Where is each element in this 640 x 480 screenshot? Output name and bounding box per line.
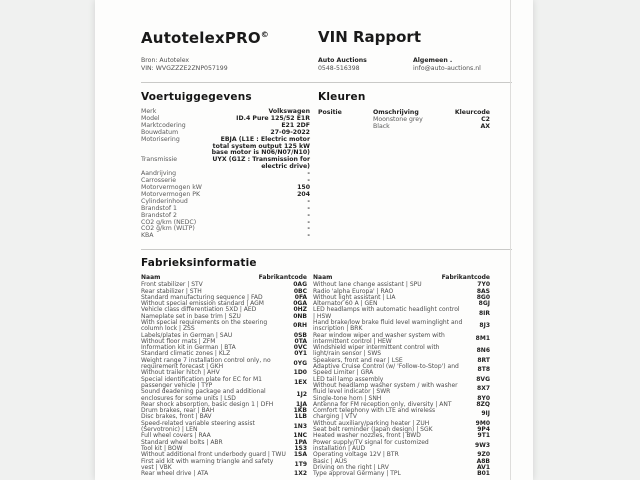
factory-option-code: 0GA (293, 300, 307, 308)
factory-option-name: Speed-related variable steering assist (Servotronic) | LEN (141, 419, 255, 434)
factory-option-code: 8AS (476, 287, 490, 295)
factory-option-name: Without additional front underbody guard | TWU (141, 451, 286, 459)
colors-section-title: Kleuren (318, 91, 366, 103)
factory-option-code: 1PA (294, 438, 307, 446)
general-label: Algemeen . (413, 57, 453, 64)
colors-table-body (318, 116, 490, 130)
factory-option-name: Rear window wiper and washer system with intermittent control | HEW (313, 331, 445, 345)
vehicle-row-label: Motorisering (141, 135, 180, 143)
vehicle-row-label: Motorvermogen PK (141, 190, 201, 198)
factory-option-code: B01 (477, 470, 490, 478)
vin-line: VIN: WVGZZZE2ZNP057199 (141, 65, 228, 72)
factory-option-name: Sound deadening package and additional enclosures for some units | LSD (141, 388, 266, 402)
color-row-code: AX (480, 123, 490, 130)
factory-option-name: Labels/plates in German | SAU (141, 331, 233, 339)
factory-option-code: 9Z0 (477, 451, 490, 459)
color-row (318, 123, 490, 130)
factory-section-title: Fabrieksinformatie (141, 257, 257, 270)
factory-option-code: 9W3 (475, 441, 490, 449)
factory-option-code: 7Y0 (477, 281, 490, 289)
factory-option-code: 1D0 (293, 369, 307, 377)
factory-option-code: 8RT (477, 356, 490, 364)
colors-header-position: Positie (318, 109, 342, 116)
factory-option-name: Without light assistant | LIA (313, 293, 396, 301)
factory-option-name: First aid kit with warning triangle and safety vest | VBK (141, 457, 274, 471)
factory-option-name: LED tail lamp assembly (313, 375, 384, 383)
general-email: info@auto-auctions.nl (413, 65, 481, 72)
vehicle-row-label: Aandrijving (141, 170, 177, 178)
factory-option-name: Without headlamp washer system / with washer fluid level indicator | SWR (313, 381, 458, 396)
factory-option-code: 0Y1 (294, 350, 307, 358)
color-row-position (318, 123, 373, 130)
factory-option-name: Without lane change assistant | SPU (313, 281, 422, 289)
vehicle-row-value: 27-09-2022 (270, 128, 310, 136)
factory-option-name: Nameplate set in base trim | SZU (141, 312, 241, 320)
factory-option-code: 1N3 (293, 422, 307, 430)
factory-row (313, 383, 490, 396)
factory-left-body (141, 282, 307, 477)
factory-option-code: A8B (476, 457, 490, 465)
factory-option-name: Front stabilizer | STV (141, 281, 203, 289)
factory-option-code: AV1 (476, 463, 490, 471)
factory-option-name: Standard manufacturing sequence | FAD (141, 293, 263, 301)
factory-row (141, 389, 307, 402)
report-page (95, 0, 533, 480)
vehicle-row-label: Brandstof 1 (141, 204, 177, 212)
factory-option-code: 1KB (293, 407, 307, 415)
factory-option-code: 8VG (476, 375, 490, 383)
color-row-code: C2 (481, 116, 490, 123)
factory-right-header (313, 274, 490, 281)
factory-option-code: 1LB (294, 413, 307, 421)
vehicle-row (141, 137, 310, 158)
dealer-name: Auto Auctions (318, 57, 367, 64)
factory-right-code-header: Fabrikantcode (441, 274, 490, 282)
dealer-phone: 0548-516398 (318, 65, 360, 72)
factory-option-code: 1X2 (294, 470, 307, 478)
factory-option-name: Drum brakes, rear | BAH (141, 407, 215, 415)
vehicle-section-title: Voertuiggegevens (141, 91, 252, 103)
factory-row (313, 320, 490, 333)
vehicle-row-value: EBJA (L1E : Electric motor total system output 125 kW base motor is N06/N07/N10) (211, 135, 310, 157)
vehicle-row-label: Motorvermogen kW (141, 183, 202, 191)
vehicle-row-value: 150 (297, 183, 310, 191)
factory-option-name: Rear shock absorption, basic design 1 | DFH (141, 400, 274, 408)
factory-option-name: Standard wheel bolts | ABR (141, 438, 223, 446)
factory-option-name: Basic | AUS (313, 457, 348, 465)
brand-block (141, 28, 318, 47)
factory-left-name-header: Naam (141, 274, 161, 282)
factory-option-code: 8ZQ (476, 400, 490, 408)
factory-option-name: Vehicle class differentiation 5XD | AED (141, 306, 257, 314)
factory-option-name: Single-tone horn | SNH (313, 394, 382, 402)
vehicle-row-value: - (307, 197, 310, 205)
factory-option-name: Rear wheel drive | ATA (141, 470, 209, 478)
factory-option-name: Information kit in German | BTA (141, 344, 236, 352)
factory-option-name: Heated washer nozzles, front | BWD (313, 432, 421, 440)
factory-option-name: Adaptive Cruise Control (w/ 'Follow-to-Stop') and Speed Limiter | GRA (313, 363, 459, 377)
factory-option-code: 0AG (293, 281, 307, 289)
factory-option-code: 8M1 (475, 334, 490, 342)
vehicle-row-label: Merk (141, 108, 157, 115)
factory-option-name: Radio 'alpha Europa' | RAO (313, 287, 394, 295)
vehicle-row-label: Carrosserie (141, 177, 177, 185)
color-row (318, 116, 490, 123)
vehicle-row-value: - (307, 170, 310, 178)
factory-option-code: 0NB (293, 312, 307, 320)
vehicle-row-label: Model (141, 114, 160, 122)
factory-option-name: Windshield wiper intermittent control with light/rain sensor | SWS (313, 344, 440, 358)
factory-option-name: Alternator 60 A | GEN (313, 300, 378, 308)
factory-option-name: With special requirements on the steering column lock | ZSS (141, 319, 268, 333)
vehicle-row-value: UYX (G1Z : Transmission for electric drive) (212, 156, 310, 171)
factory-option-code: 8GJ (478, 300, 490, 308)
factory-option-name: Weight range 7 installation control only, no requirement forecast | GKH (141, 356, 271, 371)
vehicle-row-value: - (307, 218, 310, 226)
colors-table (318, 109, 490, 130)
vehicle-row-label: Marktcodering (141, 121, 186, 129)
vehicle-row-label: Brandstof 2 (141, 211, 177, 219)
scan-fold-line (510, 0, 511, 480)
factory-option-name: Standard climatic zones | KLZ (141, 350, 231, 358)
factory-option-code: 1S3 (294, 444, 307, 452)
factory-option-name: Seat belt reminder (Japan design) | SGK (313, 426, 433, 434)
factory-option-code: 9P4 (477, 426, 490, 434)
factory-section (141, 257, 512, 477)
factory-option-code: 8N6 (476, 347, 490, 355)
factory-option-code: 0FA (294, 293, 307, 301)
factory-columns (141, 274, 512, 477)
colors-header-description: Omschrijving (373, 109, 419, 116)
factory-option-code: 8T8 (477, 366, 490, 374)
factory-option-name: LED headlamps with automatic headlight control | HSW (313, 306, 460, 320)
report-header (141, 28, 512, 47)
factory-option-name: Without special emission standard | AGM (141, 300, 264, 308)
factory-option-code: 9M0 (475, 419, 490, 427)
vehicle-table (141, 109, 310, 240)
vehicle-row-value: ID.4 Pure 125/52 E1R (236, 114, 310, 122)
factory-left-code-header: Fabrikantcode (258, 274, 307, 282)
factory-option-name: Operating voltage 12V | BTR (313, 451, 399, 459)
factory-row (141, 320, 307, 333)
vehicle-row (141, 226, 310, 233)
source-vin-block (141, 57, 318, 73)
factory-right-name-header: Naam (313, 274, 333, 282)
vehicle-section (141, 91, 310, 240)
factory-option-code: 0SB (293, 331, 307, 339)
vehicle-row-value: - (307, 204, 310, 212)
factory-option-name: Without auxiliary/parking heater | ZUH (313, 419, 430, 427)
vehicle-row-label: KBA (141, 232, 154, 240)
factory-option-name: Antenna for FM reception only, diversity | ANT (313, 400, 452, 408)
factory-option-name: Hand brake/low brake fluid level warninglight and inscription | BRK (313, 319, 463, 333)
factory-row (313, 408, 490, 421)
dealer-contact-block (318, 57, 413, 73)
report-meta-row (141, 57, 512, 73)
factory-option-name: Power supply/TV signal for customized installation | AUD (313, 438, 429, 452)
factory-option-code: 1J2 (296, 391, 307, 399)
factory-row (313, 364, 490, 377)
vehicle-row-value: E21 2DF (281, 121, 310, 129)
colors-table-header (318, 109, 490, 116)
factory-option-code: 8G0 (476, 293, 490, 301)
vehicle-row-label: Transmissie (141, 156, 178, 164)
vehicle-row (141, 157, 310, 171)
factory-column-right (313, 274, 490, 477)
factory-option-name: Without trailer hitch | AHV (141, 369, 220, 377)
factory-option-name: Disc brakes, front | BAV (141, 413, 212, 421)
factory-option-code: 1T9 (294, 460, 307, 468)
vehicle-row-label: Bouwdatum (141, 128, 179, 136)
section-divider (141, 249, 512, 250)
vehicle-row-value: - (307, 225, 310, 233)
factory-option-name: Without floor mats | ZFM (141, 337, 216, 345)
color-row-position (318, 116, 373, 123)
factory-row (313, 471, 490, 477)
factory-option-code: 8IR (478, 309, 490, 317)
color-row-description: Moonstone grey (373, 116, 423, 123)
factory-option-code: 1NC (293, 432, 307, 440)
factory-option-code: 0TA (294, 337, 307, 345)
source-line: Bron: Autotelex (141, 57, 190, 64)
colors-section (318, 91, 512, 240)
vehicle-row-value: - (307, 232, 310, 240)
general-contact-block (413, 57, 512, 73)
vehicle-row-label: CO2 g/km (NEDC) (141, 218, 197, 226)
vehicle-and-colors (141, 91, 512, 240)
vehicle-row-value: - (307, 177, 310, 185)
factory-column-left (141, 274, 307, 477)
factory-option-code: 8J3 (479, 322, 490, 330)
factory-left-header (141, 274, 307, 281)
colors-header-code: Kleurcode (454, 109, 490, 116)
factory-option-name: Rear stabilizer | STH (141, 287, 202, 295)
factory-option-code: 1JA (295, 400, 307, 408)
factory-option-code: 0VC (293, 344, 307, 352)
factory-option-code: 0YG (293, 359, 307, 367)
vehicle-row-value: Volkswagen (268, 108, 310, 115)
color-row-description: Black (373, 123, 390, 130)
factory-option-code: 0HZ (293, 306, 307, 314)
factory-option-code: 0BC (293, 287, 307, 295)
copyright-symbol: © (260, 30, 269, 39)
factory-option-code: 8Y0 (477, 394, 490, 402)
factory-option-code: 1SA (293, 451, 307, 459)
factory-option-name: Full wheel covers | RAA (141, 432, 211, 440)
factory-option-name: Special identification plate for EC for M1 passenger vehicle | TYP (141, 375, 262, 389)
factory-option-code: 8X7 (477, 385, 490, 393)
factory-option-code: 9IJ (481, 410, 490, 418)
factory-option-code: 9T1 (477, 432, 490, 440)
factory-option-code: 0RH (293, 322, 307, 330)
factory-right-body (313, 282, 490, 477)
header-divider (141, 82, 512, 83)
page-title: VIN Rapport (318, 28, 421, 46)
vehicle-row (141, 233, 310, 240)
factory-option-name: Tool kit | BOW (141, 444, 183, 452)
factory-option-name: Driving on the right | LRV (313, 463, 389, 471)
factory-option-name: Type approval Germany | TPL (313, 470, 401, 478)
vehicle-row-label: Cylinderinhoud (141, 197, 188, 205)
factory-row (313, 345, 490, 358)
factory-option-name: Comfort telephony with LTE and wireless charging | VTV (313, 407, 436, 421)
brand-logo-text: AutotelexPRO© (141, 29, 269, 47)
vehicle-row-label: CO2 g/km (WLTP) (141, 225, 195, 233)
vehicle-row-value: 204 (297, 190, 310, 198)
factory-row (141, 471, 307, 477)
factory-option-code: 1EX (294, 378, 307, 386)
vehicle-row-value: - (307, 211, 310, 219)
factory-option-name: Speakers, front and rear | LSE (313, 356, 403, 364)
